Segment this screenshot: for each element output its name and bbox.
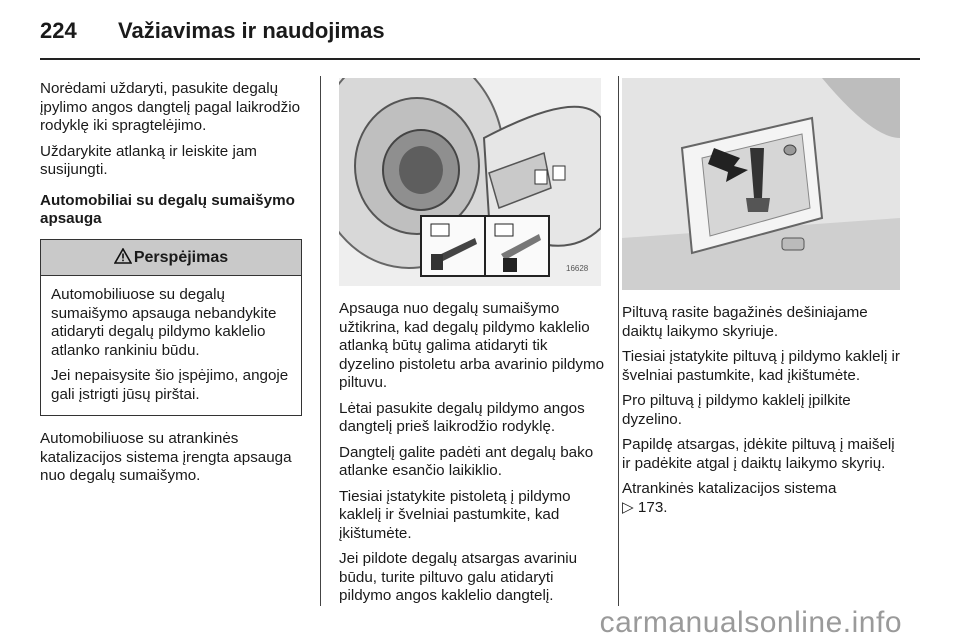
page-number: 224: [40, 18, 77, 43]
paragraph: Norėdami uždaryti, pasukite degalų įpylimo angos dangtelį pagal laikrodžio rodyklę iki spragtelėjimo.: [40, 80, 301, 134]
warning-title: Perspėjimas: [133, 248, 229, 266]
warning-body: [41, 276, 301, 415]
header-rule: [40, 58, 920, 60]
fuel-filler-drawing: [339, 78, 601, 286]
chapter-title: Važiavimas ir naudojimas: [118, 18, 385, 43]
fuel-filler-illustration: [339, 78, 601, 286]
reference-text: Atrankinės katalizacijos sistema: [622, 480, 837, 497]
warning-triangle-icon: [114, 248, 132, 264]
warning-header: [41, 240, 301, 277]
paragraph-with-reference: [622, 480, 904, 517]
paragraph: Lėtai pasukite degalų pildymo angos dangtelį prieš laikrodžio rodyklę.: [339, 399, 585, 435]
column-divider-1: [320, 76, 321, 606]
image-code: 16628: [566, 264, 589, 273]
paragraph: Apsauga nuo degalų sumaišymo užtikrina, kad degalų pildymo kaklelio atlanką būtų galima atidaryti tik dyzelino pistoletu arba avarinio pildymo piltuvu.: [339, 300, 605, 391]
paragraph: Tiesiai įstatykite pistoletą į pildymo kaklelį ir švelniai pastumkite, kad įkištumėte.: [339, 487, 571, 542]
column-3: [622, 304, 904, 524]
paragraph: Uždarykite atlanką ir leiskite jam susijungti.: [40, 142, 257, 178]
watermark: carmanualsonline.info: [599, 606, 902, 639]
paragraph: Pro piltuvą į pildymo kaklelį įpilkite dyzelino.: [622, 392, 851, 428]
paragraph: Automobiliuose su atrankinės katalizacijos sistema įrengta apsauga nuo degalų sumaišymo.: [40, 430, 292, 484]
page-reference-link[interactable]: 173.: [637, 498, 668, 516]
subheading: Automobiliai su degalų sumaišymo apsauga: [40, 191, 295, 227]
warning-box: [40, 239, 302, 417]
paragraph: Jei pildote degalų atsargas avariniu būdu, turite piltuvo galu atidaryti pildymo angos kaklelio dangtelį.: [339, 550, 578, 604]
trunk-funnel-drawing: [622, 78, 900, 290]
warning-paragraph: Automobiliuose su degalų sumaišymo apsauga nebandykite atidaryti degalų pildymo kaklelio atlanko rankiniu būdu.: [51, 286, 277, 359]
warning-paragraph: Jei nepaisysite šio įspėjimo, angoje gali įstrigti jūsų pirštai.: [51, 367, 289, 403]
column-2: [339, 300, 607, 613]
paragraph: Tiesiai įstatykite piltuvą į pildymo kaklelį ir švelniai pastumkite, kad įkištumėte.: [622, 348, 900, 384]
page-reference-icon: ▷: [622, 498, 634, 516]
paragraph: Papildę atsargas, įdėkite piltuvą į maišelį ir padėkite atgal į daiktų laikymo skyrių.: [622, 436, 895, 472]
page-header: [40, 14, 920, 58]
paragraph: Dangtelį galite padėti ant degalų bako atlanke esančio laikiklio.: [339, 443, 594, 479]
column-1: [40, 80, 308, 493]
trunk-funnel-illustration: [622, 78, 900, 290]
paragraph: Piltuvą rasite bagažinės dešiniajame daiktų laikymo skyriuje.: [622, 304, 868, 340]
column-divider-2: [618, 76, 619, 606]
